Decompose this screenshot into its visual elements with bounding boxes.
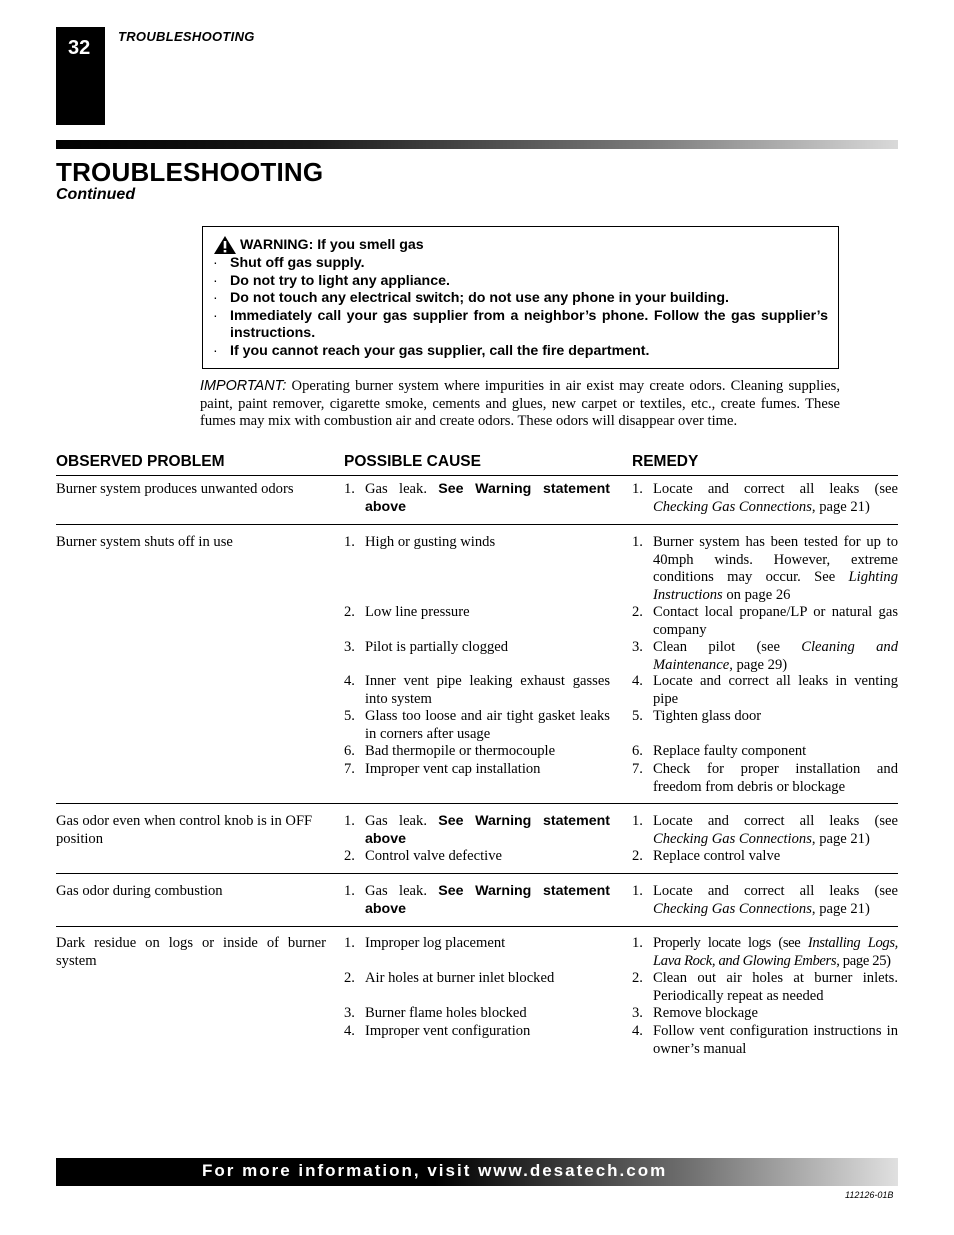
running-head: TROUBLESHOOTING [118, 29, 255, 44]
page-number: 32 [68, 37, 91, 59]
row-divider [56, 524, 898, 525]
row-divider [56, 803, 898, 804]
important-note [200, 378, 840, 431]
problem-cell: Burner system produces unwanted odors [56, 481, 294, 497]
header-rule [56, 140, 898, 149]
problem-cell: Gas odor during combustion [56, 883, 223, 899]
footer-bar [56, 1158, 898, 1186]
header-observed-problem: OBSERVED PROBLEM [56, 453, 225, 470]
warning-item: · Do not try to light any appliance. [213, 272, 450, 289]
page-number-tab [56, 27, 105, 125]
warning-title: WARNING: If you smell gas [240, 237, 424, 254]
footer-link-text[interactable]: For more information, visit www.desatech.com [202, 1161, 668, 1180]
warning-box [202, 226, 839, 369]
section-title: TROUBLESHOOTING [56, 157, 324, 187]
warning-item: · Immediately call your gas supplier from a neighbor’s phone. Follow the gas supplier’s instructions. [213, 307, 828, 342]
warning-item: · If you cannot reach your gas supplier, call the fire department. [213, 342, 650, 359]
section-subtitle: Continued [56, 186, 136, 203]
warning-item: · Shut off gas supply. [213, 255, 365, 271]
warning-triangle-icon [213, 235, 237, 255]
warning-item: · Do not touch any electrical switch; do not use any phone in your building. [213, 290, 729, 307]
problem-cell: Gas odor even when control knob is in OFF position [56, 813, 313, 847]
problem-cell: Burner system shuts off in use [56, 534, 233, 550]
important-lead: IMPORTANT: [200, 378, 287, 394]
header-possible-cause: POSSIBLE CAUSE [344, 453, 481, 470]
document-code: 112126-01B [845, 1190, 894, 1200]
row-divider [56, 926, 898, 927]
row-divider [56, 873, 898, 874]
problem-cell: Dark residue on logs or inside of burner system [56, 935, 326, 969]
warning-heading [213, 235, 828, 255]
header-remedy: REMEDY [632, 453, 699, 470]
table-header-rule [56, 475, 898, 476]
important-text: Operating burner system where impurities in air exist may create odors. Cleaning supplies, paint, paint remover, cigarette smoke, cements and glues, new carpet or textiles, etc., create fumes. These fumes may mix with combustion air and create odors. These odors will disappear over time. [200, 378, 840, 430]
